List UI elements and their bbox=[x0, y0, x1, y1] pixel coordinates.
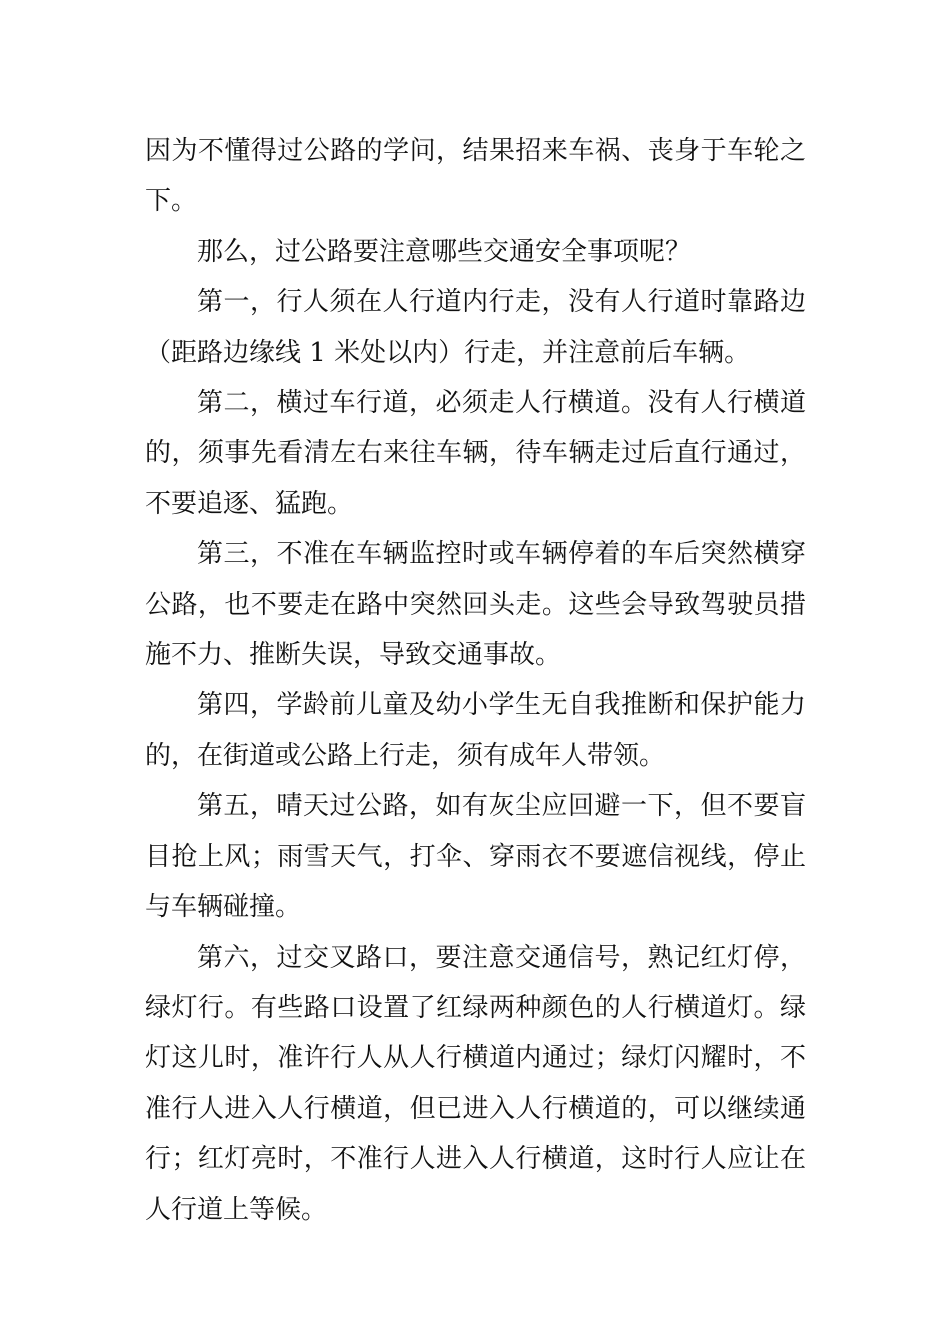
paragraph-rule-6: 第六，过交叉路口，要注意交通信号，熟记红灯停，绿灯行。有些路口设置了红绿两种颜色的人行横道灯。绿灯这儿时，准许行人从人行横道内通过；绿灯闪耀时，不准行人进入人行横道，但已进入人行横道的，可以继续通行；红灯亮时，不准行人进入人行横道，这时行人应让在人行道上等候。 bbox=[145, 942, 806, 1225]
paragraph-rule-2: 第二，横过车行道，必须走人行横道。没有人行横道的，须事先看清左右来往车辆，待车辆走过后直行通过，不要追逐、猛跑。 bbox=[145, 388, 806, 519]
paragraph-rule-4: 第四，学龄前儿童及幼小学生无自我推断和保护能力的，在街道或公路上行走，须有成年人带领。 bbox=[145, 690, 806, 771]
paragraph-rule-1: 第一，行人须在人行道内行走，没有人行道时靠路边（距路边缘线 1 米处以内）行走，并注意前后车辆。 bbox=[145, 287, 806, 368]
paragraph-rule-3: 第三，不准在车辆监控时或车辆停着的车后突然横穿公路，也不要走在路中突然回头走。这些会导致驾驶员措施不力、推断失误，导致交通事故。 bbox=[145, 539, 806, 671]
paragraph-rule-5: 第五，晴天过公路，如有灰尘应回避一下，但不要盲目抢上风；雨雪天气，打伞、穿雨衣不要遮信视线，停止与车辆碰撞。 bbox=[145, 791, 806, 923]
paragraph-question: 那么，过公路要注意哪些交通安全事项呢？ bbox=[197, 236, 692, 267]
paragraph-continuation: 因为不懂得过公路的学问，结果招来车祸、丧身于车轮之下。 bbox=[145, 136, 806, 217]
document-body bbox=[145, 126, 806, 1235]
